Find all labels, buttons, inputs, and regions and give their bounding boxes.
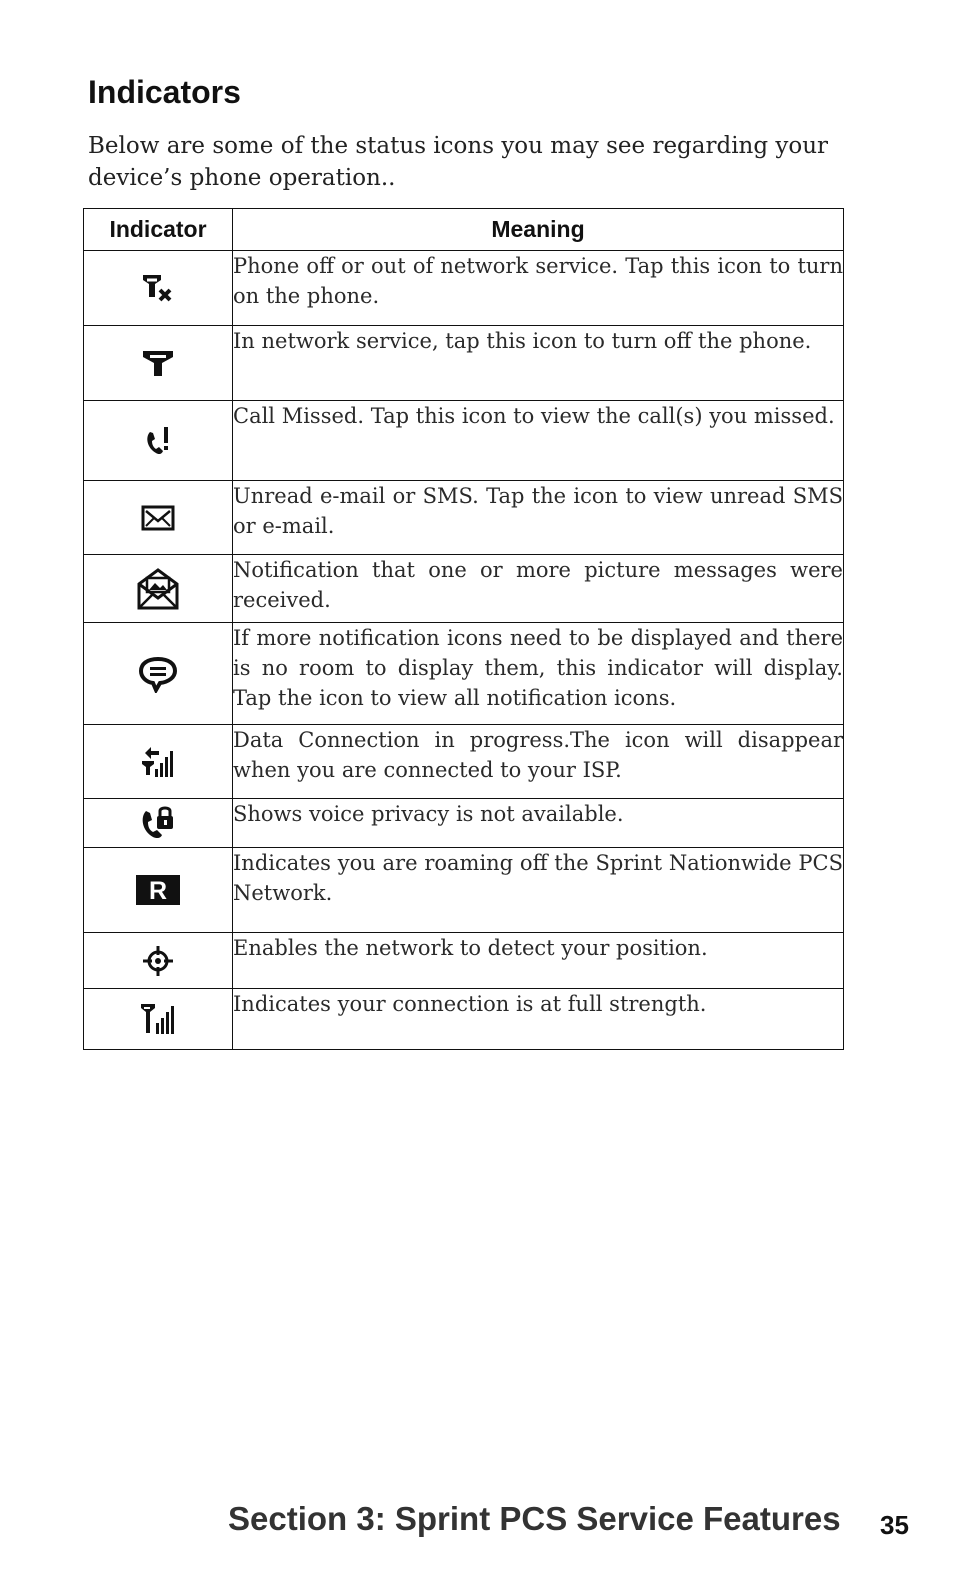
indicators-table: [83, 208, 844, 1050]
voice-privacy-icon: [138, 804, 178, 842]
meaning-cell: Data Connection in progress.The icon will disappear when you are connected to your ISP.: [233, 725, 844, 799]
page-number: 35: [880, 1510, 909, 1540]
table-row: [84, 848, 844, 933]
table-row: [84, 933, 844, 989]
missed-call-icon: [143, 424, 173, 458]
footer-section-title: Section 3: Sprint PCS Service Features: [228, 1500, 841, 1537]
indicator-cell: [84, 623, 233, 725]
table-row: [84, 799, 844, 848]
table-row: [84, 251, 844, 326]
indicator-cell: [84, 848, 233, 933]
indicator-cell: [84, 481, 233, 555]
table-row: [84, 401, 844, 481]
picture-message-icon: [135, 566, 181, 612]
meaning-cell: Notification that one or more picture messages were received.: [233, 555, 844, 623]
table-row: [84, 725, 844, 799]
table-row: [84, 623, 844, 725]
table-row: [84, 326, 844, 401]
meaning-cell: Indicates your connection is at full strength.: [233, 989, 844, 1050]
notification-bubble-icon: [138, 655, 178, 693]
table-header-row: [84, 209, 844, 251]
indicator-cell: [84, 401, 233, 481]
meaning-cell: Unread e-mail or SMS. Tap the icon to view unread SMS or e-mail.: [233, 481, 844, 555]
meaning-cell: In network service, tap this icon to turn off the phone.: [233, 326, 844, 401]
meaning-cell: Indicates you are roaming off the Sprint Nationwide PCS Network.: [233, 848, 844, 933]
antenna-off-icon: [140, 271, 176, 305]
location-icon: [141, 944, 175, 978]
meaning-cell: Phone off or out of network service. Tap this icon to turn on the phone.: [233, 251, 844, 326]
indicator-cell: [84, 725, 233, 799]
table-row: [84, 481, 844, 555]
table-row: [84, 555, 844, 623]
indicator-cell: [84, 326, 233, 401]
full-signal-icon: [139, 1001, 177, 1037]
intro-paragraph: Below are some of the status icons you may see regarding your device’s phone operation..: [88, 133, 829, 191]
indicator-column-header: Indicator: [84, 209, 233, 251]
table-row: [84, 989, 844, 1050]
meaning-cell: Call Missed. Tap this icon to view the call(s) you missed.: [233, 401, 844, 481]
indicator-cell: [84, 989, 233, 1050]
indicator-cell: [84, 555, 233, 623]
data-connection-icon: [139, 743, 177, 781]
indicator-cell: [84, 933, 233, 989]
antenna-icon: [141, 347, 175, 379]
envelope-icon: [140, 503, 176, 533]
meaning-cell: Enables the network to detect your position.: [233, 933, 844, 989]
meaning-cell: If more notification icons need to be displayed and there is no room to display them, this indicator will display. Tap the icon to view all notification icons.: [233, 623, 844, 725]
page-heading: Indicators: [88, 74, 241, 110]
indicator-cell: [84, 251, 233, 326]
meaning-cell: Shows voice privacy is not available.: [233, 799, 844, 848]
roaming-icon: [135, 874, 181, 906]
meaning-column-header: Meaning: [233, 209, 844, 251]
roaming-icon-letter: R: [148, 877, 168, 905]
indicator-cell: [84, 799, 233, 848]
